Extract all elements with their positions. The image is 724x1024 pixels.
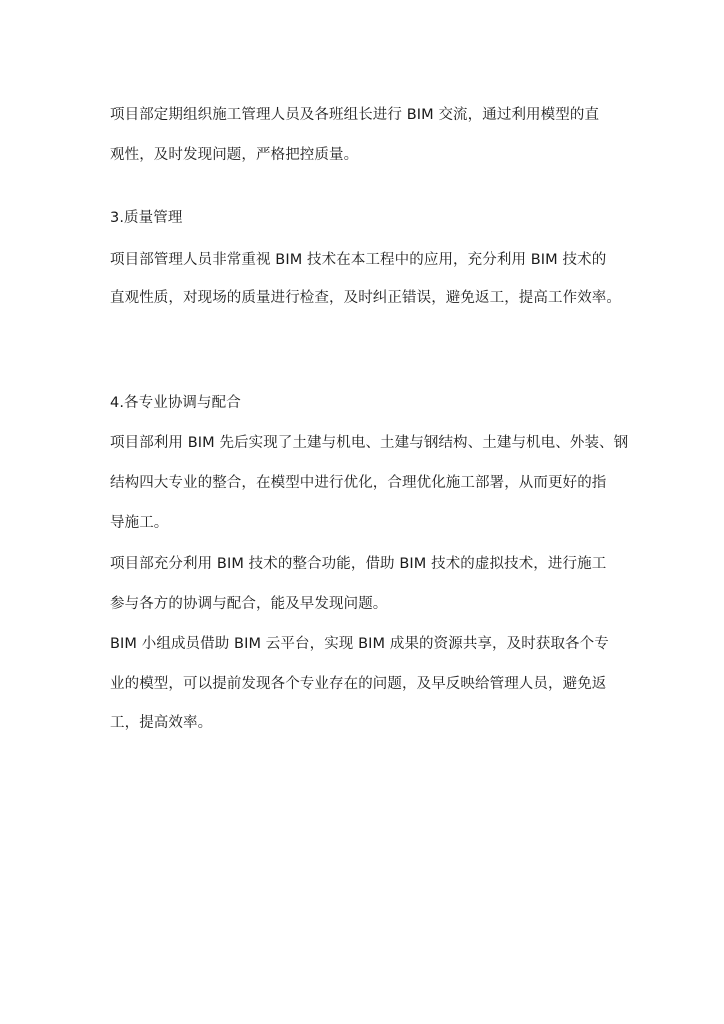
section-4-para-3-line-1: BIM 小组成员借助 BIM 云平台，实现 BIM 成果的资源共享，及时获取各个专: [110, 636, 609, 652]
section-3-line-1: 项目部管理人员非常重视 BIM 技术在本工程中的应用，充分利用 BIM 技术的: [110, 252, 607, 268]
intro-line-2: 观性，及时发现问题，严格把控质量。: [110, 147, 359, 163]
section-4-para-1-line-2: 结构四大专业的整合，在模型中进行优化，合理优化施工部署，从而更好的指: [110, 475, 607, 491]
section-3-line-2: 直观性质，对现场的质量进行检查，及时纠正错误，避免返工，提高工作效率。: [110, 290, 621, 306]
intro-line-1: 项目部定期组织施工管理人员及各班组长进行 BIM 交流，通过利用模型的直: [110, 107, 600, 123]
section-4-para-2-line-1: 项目部充分利用 BIM 技术的整合功能，借助 BIM 技术的虚拟技术，进行施工: [110, 556, 607, 572]
section-4-para-1-line-3: 导施工。: [110, 515, 169, 531]
section-4-para-2-line-2: 参与各方的协调与配合，能及早发现问题。: [110, 596, 388, 612]
section-4-para-1-line-1: 项目部利用 BIM 先后实现了土建与机电、土建与钢结构、土建与机电、外装、钢: [110, 435, 629, 451]
section-4-heading: 4.各专业协调与配合: [110, 395, 241, 411]
section-4-para-3-line-2: 业的模型，可以提前发现各个专业存在的问题，及早反映给管理人员，避免返: [110, 676, 607, 692]
section-3-heading: 3.质量管理: [110, 210, 183, 226]
section-4-para-3-line-3: 工，提高效率。: [110, 715, 213, 731]
